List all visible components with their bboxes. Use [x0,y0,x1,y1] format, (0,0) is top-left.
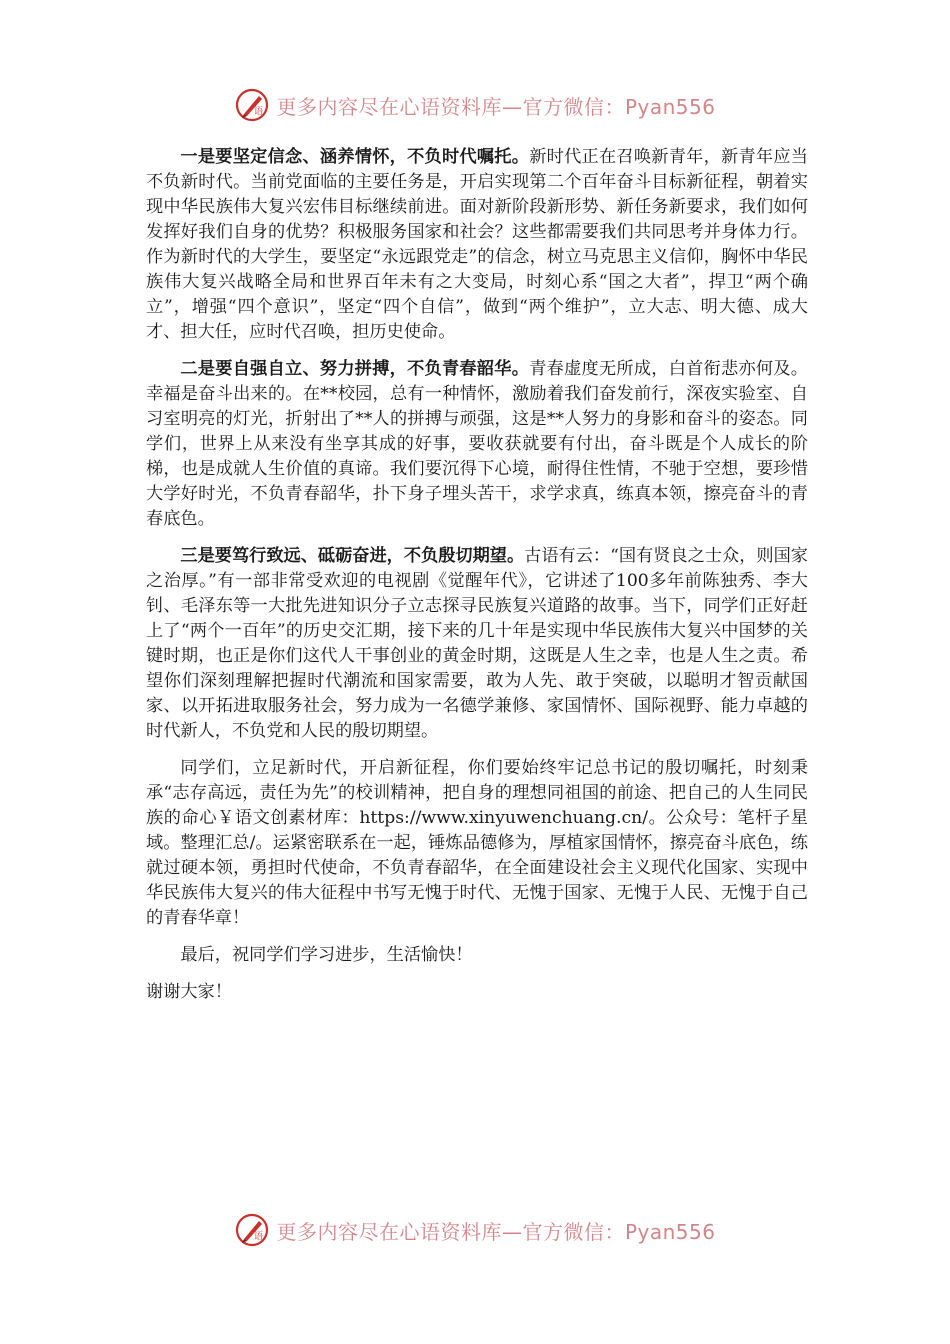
header-watermark-inner [234,87,715,123]
paragraph-1-lead: 一是要坚定信念、涵养情怀，不负时代嘱托。 [180,147,530,167]
footer-watermark-inner [234,1212,715,1248]
footer-watermark [0,1210,950,1250]
paragraph-5-body: 最后，祝同学们学习进步，生活愉快！ [180,945,473,965]
paragraph-2-body: 青春虚度无所成，白首衔悲亦何及。幸福是奋斗出来的。在**校园，总有一种情怀，激励着我们奋发前行，深夜实验室、自习室明亮的灯光，折射出了**人的拼搏与顽强，这是**人努力的身影和奋斗的姿态。同学们，世界上从来没有坐享其成的好事，要收获就要有付出，奋斗既是个人成长的阶梯，也是成就人生价值的真谛。我们要沉得下心境，耐得住性情，不驰于空想，要珍惜大学好时光，不负青春韶华，扑下身子埋头苦干，求学求真，练真本领，擦亮奋斗的青春底色。 [146,359,808,529]
paragraph-3 [146,544,808,744]
paragraph-5 [146,943,808,968]
paragraph-2 [146,357,808,532]
watermark-text: 更多内容尽在心语资料库—官方微信：Pyan556 [276,1219,716,1244]
paragraph-4 [146,756,808,931]
header-watermark [0,85,950,125]
pen-logo-icon [234,1212,270,1248]
paragraph-3-lead: 三是要笃行致远、砥砺奋进，不负殷切期望。 [180,546,525,566]
pen-logo-icon [234,87,270,123]
svg-text:语: 语 [254,1232,264,1242]
paragraph-1 [146,145,808,345]
paragraph-1-body: 新时代正在召唤新青年，新青年应当不负新时代。当前党面临的主要任务是，开启实现第二个百年奋斗目标新征程，朝着实现中华民族伟大复兴宏伟目标继续前进。面对新阶段新形势、新任务新要求，我们如何发挥好我们自身的优势？积极服务国家和社会？这些都需要我们共同思考并身体力行。作为新时代的大学生，要坚定“永远跟党走”的信念，树立马克思主义信仰，胸怀中华民族伟大复兴战略全局和世界百年未有之大变局，时刻心系“国之大者”，捍卫“两个确立”，增强“四个意识”，坚定“四个自信”，做到“两个维护”，立大志、明大德、成大才、担大任，应时代召唤，担历史使命。 [146,147,808,342]
closing-line: 谢谢大家！ [146,982,232,1002]
paragraph-2-lead: 二是要自强自立、努力拼搏，不负青春韶华。 [180,359,530,379]
watermark-text: 更多内容尽在心语资料库—官方微信：Pyan556 [276,94,716,119]
paragraph-4-body: 同学们，立足新时代，开启新征程，你们要始终牢记总书记的殷切嘱托，时刻秉承“志存高远，责任为先”的校训精神，把自身的理想同祖国的前途、把自己的人生同民族的命心￥语文创素材库：https://www.xinyuwenchuang.cn/。公众号：笔杆子星域。整理汇总/。运紧密联系在一起，锤炼品德修为，厚植家国情怀，擦亮奋斗底色，练就过硬本领，勇担时代使命，不负青春韶华，在全面建设社会主义现代化国家、实现中华民族伟大复兴的伟大征程中书写无愧于时代、无愧于国家、无愧于人民、无愧于自己的青春华章！ [146,758,808,928]
svg-text:语: 语 [254,107,264,117]
paragraph-3-body: 古语有云：“国有贤良之士众，则国家之治厚。”有一部非常受欢迎的电视剧《觉醒年代》，它讲述了100多年前陈独秀、李大钊、毛泽东等一大批先进知识分子立志探寻民族复兴道路的故事。当下，同学们正好赶上了“两个一百年”的历史交汇期，接下来的几十年是实现中华民族伟大复兴中国梦的关键时期，也正是你们这代人干事创业的黄金时期，这既是人生之幸，也是人生之责。希望你们深刻理解把握时代潮流和国家需要，敢为人先、敢于突破，以聪明才智贡献国家、以开拓进取服务社会，努力成为一名德学兼修、家国情怀、国际视野、能力卓越的时代新人，不负党和人民的殷切期望。 [146,546,808,741]
document-body [146,145,808,1017]
